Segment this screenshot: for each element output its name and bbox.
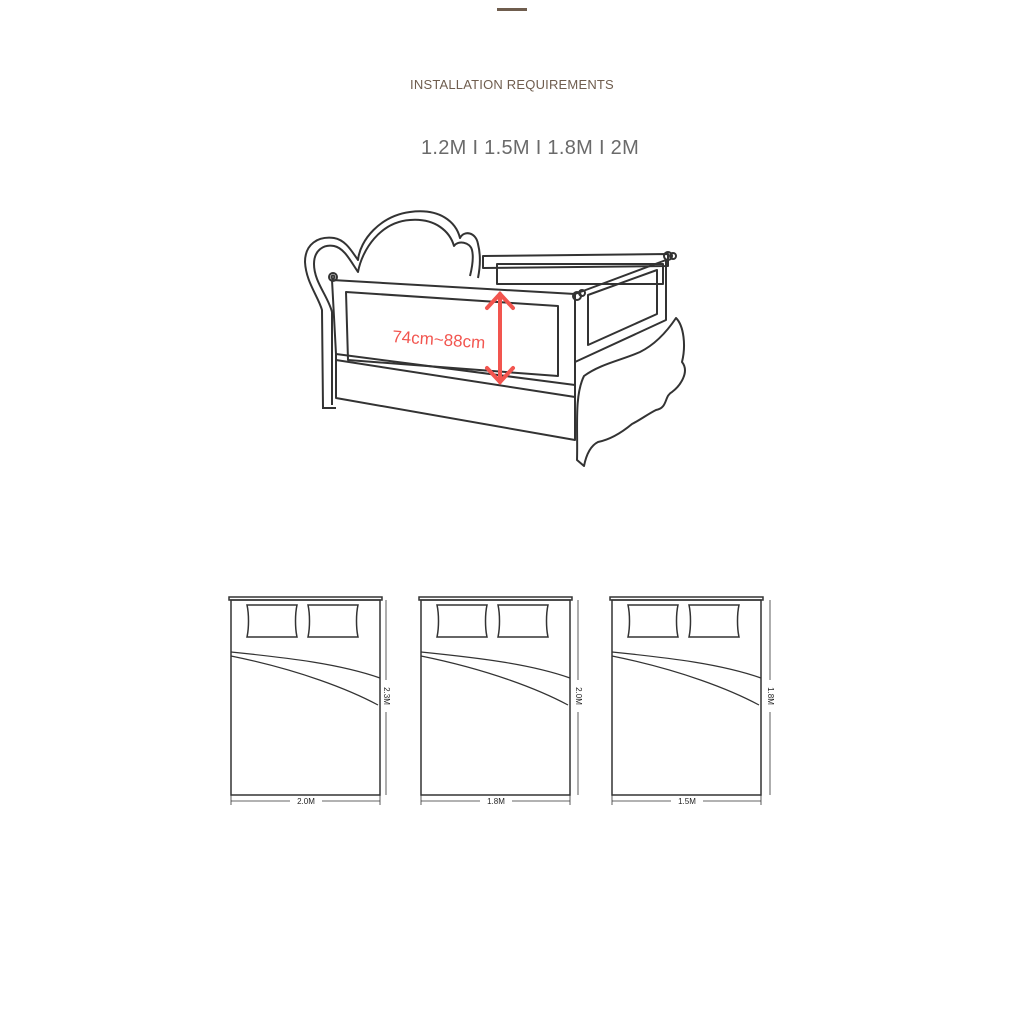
bed-2-width: 1.8M bbox=[487, 797, 505, 806]
size-options: 1.2M I 1.5M I 1.8M I 2M bbox=[420, 137, 640, 159]
bed-1-width: 2.0M bbox=[297, 797, 315, 806]
bed-3-length: 1.8M bbox=[766, 687, 775, 705]
page-title: INSTALLATION REQUIREMENTS bbox=[410, 77, 614, 92]
bed-3-width: 1.5M bbox=[678, 797, 696, 806]
bed-1-length: 2.3M bbox=[382, 687, 391, 705]
bed-plan-2 bbox=[419, 597, 578, 805]
bed-2-length: 2.0M bbox=[574, 687, 583, 705]
height-arrow bbox=[487, 294, 513, 382]
bed-rail-illustration bbox=[305, 211, 685, 466]
bed-plan-3 bbox=[610, 597, 770, 805]
rail-height-label: 74cm~88cm bbox=[391, 327, 486, 353]
bed-plan-1 bbox=[229, 597, 386, 805]
